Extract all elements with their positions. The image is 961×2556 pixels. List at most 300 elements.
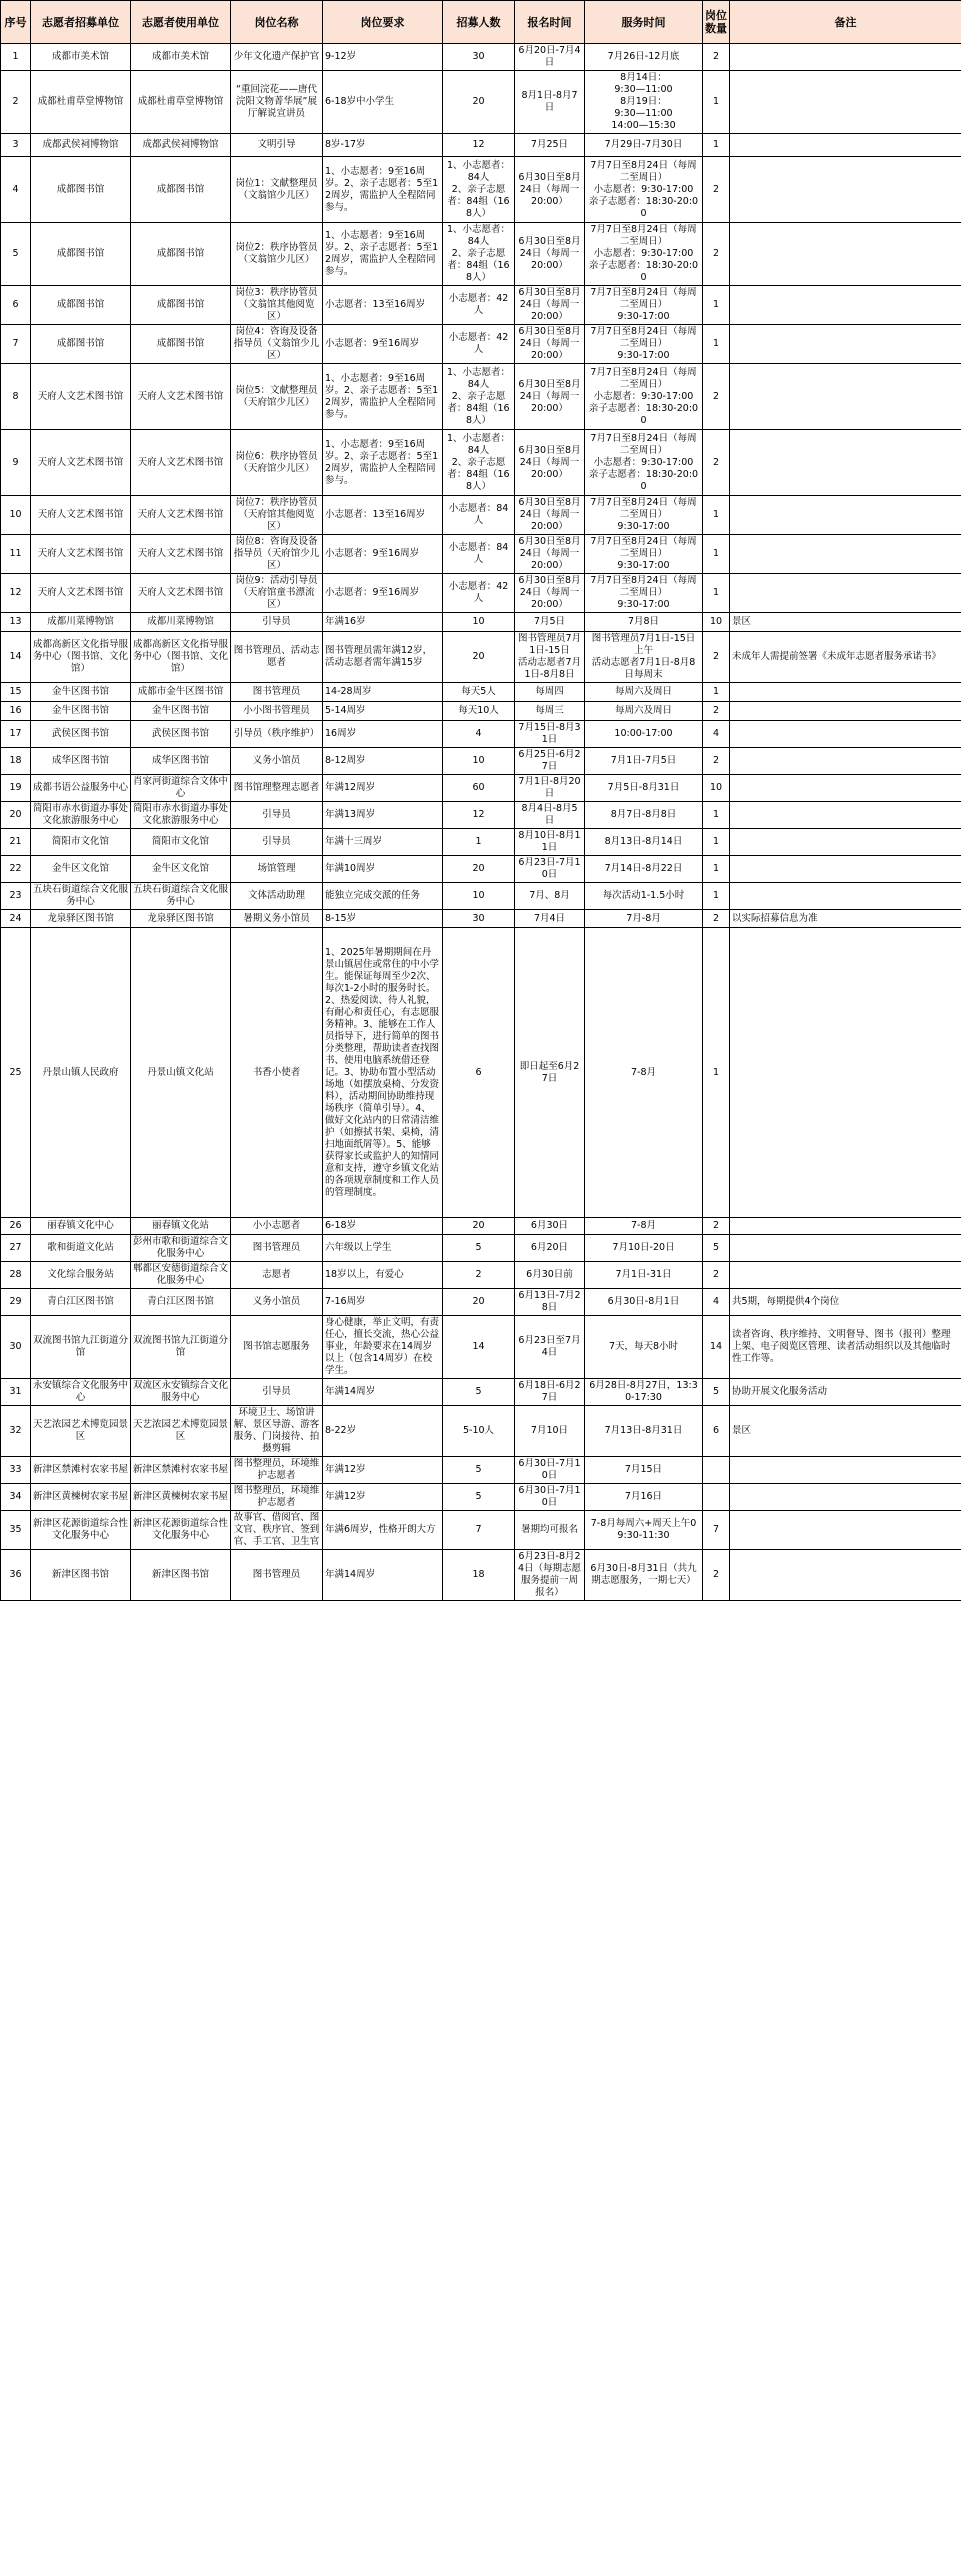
cell-use-unit: 成都图书馆 <box>131 325 231 364</box>
post-quantity-header: 岗位数量 <box>703 1 730 44</box>
cell-use-unit: 丹景山镇文化站 <box>131 928 231 1218</box>
cell-use-unit: 成都市美术馆 <box>131 44 231 71</box>
cell-count: 30 <box>443 910 515 928</box>
cell-requirement: 年满12岁 <box>323 1484 443 1511</box>
cell-count: 20 <box>443 1289 515 1316</box>
cell-count: 1、小志愿者：84人 2、亲子志愿者：84组（168人） <box>443 430 515 496</box>
cell-service-time: 7月7日至8月24日（每周二至周日） 9:30-17:00 <box>585 496 703 535</box>
cell-remark <box>730 1484 961 1511</box>
cell-recruit-unit: 成都杜甫草堂博物馆 <box>31 71 131 134</box>
cell-count: 5 <box>443 1484 515 1511</box>
cell-count: 5 <box>443 1457 515 1484</box>
cell-position: 引导员 <box>231 613 323 632</box>
remark-header: 备注 <box>730 1 961 44</box>
cell-remark: 共5期，每期提供4个岗位 <box>730 1289 961 1316</box>
requirement-header: 岗位要求 <box>323 1 443 44</box>
cell-service-time: 10:00-17:00 <box>585 721 703 748</box>
cell-post-quantity: 4 <box>703 1289 730 1316</box>
cell-recruit-unit: 简阳市赤水街道办事处文化旅游服务中心 <box>31 802 131 829</box>
cell-service-time: 7月13日-8月31日 <box>585 1406 703 1457</box>
cell-count: 每天5人 <box>443 683 515 702</box>
cell-count: 12 <box>443 802 515 829</box>
cell-position: 引导员 <box>231 1379 323 1406</box>
table-row <box>1 157 961 223</box>
cell-signup-time: 6月30日-7月10日 <box>515 1457 585 1484</box>
cell-requirement: 年满13周岁 <box>323 802 443 829</box>
cell-service-time: 7天，每天8小时 <box>585 1316 703 1379</box>
cell-position: 岗位1：文献整理员（文翁馆少儿区） <box>231 157 323 223</box>
cell-remark <box>730 928 961 1218</box>
cell-position: 场馆管理 <box>231 856 323 883</box>
cell-remark <box>730 1550 961 1601</box>
cell-position: 暑期义务小馆员 <box>231 910 323 928</box>
cell-seq: 34 <box>1 1484 31 1511</box>
cell-recruit-unit: 天府人文艺术图书馆 <box>31 496 131 535</box>
cell-use-unit: 成都图书馆 <box>131 223 231 286</box>
cell-count: 1、小志愿者：84人 2、亲子志愿者：84组（168人） <box>443 223 515 286</box>
cell-service-time: 7月-8月 <box>585 910 703 928</box>
cell-recruit-unit: 成都高新区文化指导服务中心（图书馆、文化馆） <box>31 632 131 683</box>
cell-requirement: 年满12周岁 <box>323 775 443 802</box>
cell-signup-time: 7月10日 <box>515 1406 585 1457</box>
cell-use-unit: 成都图书馆 <box>131 157 231 223</box>
cell-recruit-unit: 成都市美术馆 <box>31 44 131 71</box>
cell-post-quantity: 1 <box>703 496 730 535</box>
cell-service-time: 7-8月 <box>585 928 703 1218</box>
cell-use-unit: 成都武侯祠博物馆 <box>131 134 231 157</box>
cell-seq: 33 <box>1 1457 31 1484</box>
cell-seq: 16 <box>1 702 31 721</box>
cell-post-quantity: 1 <box>703 134 730 157</box>
table-row <box>1 775 961 802</box>
cell-post-quantity: 2 <box>703 748 730 775</box>
cell-use-unit: 天府人文艺术图书馆 <box>131 364 231 430</box>
table-row <box>1 683 961 702</box>
cell-count: 每天10人 <box>443 702 515 721</box>
cell-recruit-unit: 成都图书馆 <box>31 286 131 325</box>
cell-seq: 3 <box>1 134 31 157</box>
cell-seq: 13 <box>1 613 31 632</box>
cell-requirement: 年满十三周岁 <box>323 829 443 856</box>
cell-requirement: 图书管理员需年满12岁，活动志愿者需年满15岁 <box>323 632 443 683</box>
cell-post-quantity: 10 <box>703 775 730 802</box>
cell-service-time: 7月14日-8月22日 <box>585 856 703 883</box>
cell-position: 图书馆理整理志愿者 <box>231 775 323 802</box>
table-row <box>1 702 961 721</box>
cell-remark <box>730 286 961 325</box>
cell-count: 5 <box>443 1235 515 1262</box>
cell-service-time: 图书管理员7月1日-15日上午 活动志愿者7月1日-8月8日每周末 <box>585 632 703 683</box>
cell-service-time: 7月5日-8月31日 <box>585 775 703 802</box>
cell-signup-time: 6月25日-6月27日 <box>515 748 585 775</box>
cell-remark <box>730 574 961 613</box>
cell-count: 2 <box>443 1262 515 1289</box>
cell-post-quantity: 4 <box>703 721 730 748</box>
cell-seq: 18 <box>1 748 31 775</box>
table-row <box>1 721 961 748</box>
cell-requirement: 18岁以上，有爱心 <box>323 1262 443 1289</box>
cell-use-unit: 丽春镇文化站 <box>131 1218 231 1235</box>
cell-recruit-unit: 简阳市文化馆 <box>31 829 131 856</box>
cell-requirement: 身心健康，举止文明，有责任心，擅长交流，热心公益事业，年龄要求在14周岁以上（包含14周岁）在校学生。 <box>323 1316 443 1379</box>
cell-use-unit: 新津区黄楝树农家书屋 <box>131 1484 231 1511</box>
table-row <box>1 883 961 910</box>
cell-position: 岗位7：秩序协管员（天府馆其他阅览区） <box>231 496 323 535</box>
table-row <box>1 223 961 286</box>
table-row <box>1 1289 961 1316</box>
cell-seq: 2 <box>1 71 31 134</box>
cell-remark <box>730 702 961 721</box>
cell-position: 岗位6：秩序协管员（天府馆少儿区） <box>231 430 323 496</box>
cell-service-time: 6月30日-8月1日 <box>585 1289 703 1316</box>
cell-post-quantity: 10 <box>703 613 730 632</box>
cell-position: 引导员 <box>231 829 323 856</box>
cell-position: 文明引导 <box>231 134 323 157</box>
cell-post-quantity: 1 <box>703 802 730 829</box>
service-time-header: 服务时间 <box>585 1 703 44</box>
cell-use-unit: 龙泉驿区图书馆 <box>131 910 231 928</box>
table-row <box>1 71 961 134</box>
cell-signup-time: 6月30日至8月24日（每周一20:00） <box>515 535 585 574</box>
cell-post-quantity: 2 <box>703 632 730 683</box>
cell-post-quantity: 2 <box>703 430 730 496</box>
cell-post-quantity: 1 <box>703 286 730 325</box>
cell-use-unit: 新津区花源街道综合性文化服务中心 <box>131 1511 231 1550</box>
cell-position: 岗位4：咨询及设备指导员（文翁馆少儿区） <box>231 325 323 364</box>
seq-header: 序号 <box>1 1 31 44</box>
cell-remark <box>730 364 961 430</box>
cell-remark <box>730 535 961 574</box>
cell-position: 小小志愿者 <box>231 1218 323 1235</box>
cell-position: 故事官、借阅官、图文官、秩序官、签到官、手工官、卫生官 <box>231 1511 323 1550</box>
cell-seq: 35 <box>1 1511 31 1550</box>
cell-remark: 景区 <box>730 1406 961 1457</box>
cell-requirement: 6-18岁中小学生 <box>323 71 443 134</box>
cell-seq: 21 <box>1 829 31 856</box>
cell-position: 引导员（秩序维护） <box>231 721 323 748</box>
cell-post-quantity: 2 <box>703 157 730 223</box>
cell-position: 小小图书管理员 <box>231 702 323 721</box>
cell-remark <box>730 721 961 748</box>
cell-remark <box>730 134 961 157</box>
cell-remark <box>730 856 961 883</box>
cell-signup-time: 每周四 <box>515 683 585 702</box>
cell-requirement: 1、小志愿者：9至16周岁。2、亲子志愿者：5至12周岁，需监护人全程陪同参与。 <box>323 157 443 223</box>
cell-seq: 11 <box>1 535 31 574</box>
cell-requirement: 8-12周岁 <box>323 748 443 775</box>
cell-service-time: 每周六及周日 <box>585 683 703 702</box>
cell-recruit-unit: 成都书语公益服务中心 <box>31 775 131 802</box>
table-row <box>1 1406 961 1457</box>
cell-remark <box>730 157 961 223</box>
cell-recruit-unit: 武侯区图书馆 <box>31 721 131 748</box>
cell-requirement: 9-12岁 <box>323 44 443 71</box>
cell-remark: 未成年人需提前签署《未成年志愿者服务承诺书》 <box>730 632 961 683</box>
cell-position: 岗位3：秩序协管员（文翁馆其他阅览区） <box>231 286 323 325</box>
cell-signup-time: 6月30日至8月24日（每周一20:00） <box>515 496 585 535</box>
cell-seq: 12 <box>1 574 31 613</box>
cell-position: 义务小馆员 <box>231 748 323 775</box>
cell-position: 岗位5：文献整理员（天府馆少儿区） <box>231 364 323 430</box>
table-row <box>1 856 961 883</box>
cell-service-time: 8月14日： 9:30—11:00 8月19日： 9:30—11:00 14:00—15:30 <box>585 71 703 134</box>
cell-service-time: 8月13日-8月14日 <box>585 829 703 856</box>
cell-post-quantity: 2 <box>703 1262 730 1289</box>
cell-remark <box>730 775 961 802</box>
cell-seq: 23 <box>1 883 31 910</box>
cell-recruit-unit: 新津区图书馆 <box>31 1550 131 1601</box>
cell-recruit-unit: 成都川菜博物馆 <box>31 613 131 632</box>
table-row <box>1 44 961 71</box>
cell-count: 5 <box>443 1379 515 1406</box>
cell-recruit-unit: 龙泉驿区图书馆 <box>31 910 131 928</box>
cell-position: 环境卫士、场馆讲解、景区导游、游客服务、门岗接待、拍摄剪辑 <box>231 1406 323 1457</box>
cell-use-unit: 郫都区安德街道综合文化服务中心 <box>131 1262 231 1289</box>
cell-recruit-unit: 成都武侯祠博物馆 <box>31 134 131 157</box>
cell-service-time: 7-8月 <box>585 1218 703 1235</box>
cell-post-quantity: 1 <box>703 883 730 910</box>
cell-requirement: 年满14周岁 <box>323 1379 443 1406</box>
cell-seq: 28 <box>1 1262 31 1289</box>
cell-service-time: 6月28日-8月27日，13:30-17:30 <box>585 1379 703 1406</box>
cell-service-time: 7月7日至8月24日（每周二至周日） 小志愿者：9:30-17:00 亲子志愿者：18:30-20:00 <box>585 364 703 430</box>
cell-requirement: 8-22岁 <box>323 1406 443 1457</box>
cell-service-time: 7月26日-12月底 <box>585 44 703 71</box>
cell-count: 小志愿者：42人 <box>443 325 515 364</box>
cell-requirement: 1、小志愿者：9至16周岁。2、亲子志愿者：5至12周岁，需监护人全程陪同参与。 <box>323 364 443 430</box>
cell-signup-time: 6月23日-8月24日（每期志愿服务提前一周报名） <box>515 1550 585 1601</box>
cell-seq: 24 <box>1 910 31 928</box>
cell-post-quantity: 1 <box>703 683 730 702</box>
cell-post-quantity: 6 <box>703 1406 730 1457</box>
cell-requirement: 小志愿者：9至16周岁 <box>323 574 443 613</box>
cell-service-time: 每周六及周日 <box>585 702 703 721</box>
cell-recruit-unit: 新津区禁滩村农家书屋 <box>31 1457 131 1484</box>
cell-remark: 协助开展文化服务活动 <box>730 1379 961 1406</box>
cell-position: 少年文化遗产保护官 <box>231 44 323 71</box>
cell-signup-time: 图书管理员7月1日-15日 活动志愿者7月1日-8月8日 <box>515 632 585 683</box>
cell-service-time: 7月15日 <box>585 1457 703 1484</box>
cell-recruit-unit: 成华区图书馆 <box>31 748 131 775</box>
table-row <box>1 1484 961 1511</box>
cell-count: 20 <box>443 1218 515 1235</box>
cell-use-unit: 成都图书馆 <box>131 286 231 325</box>
cell-use-unit: 彭州市歌和街道综合文化服务中心 <box>131 1235 231 1262</box>
cell-seq: 30 <box>1 1316 31 1379</box>
cell-remark: 景区 <box>730 613 961 632</box>
cell-recruit-unit: 丽春镇文化中心 <box>31 1218 131 1235</box>
cell-recruit-unit: 成都图书馆 <box>31 157 131 223</box>
count-header: 招募人数 <box>443 1 515 44</box>
cell-remark <box>730 1457 961 1484</box>
table-row <box>1 1262 961 1289</box>
cell-count: 小志愿者：84人 <box>443 496 515 535</box>
cell-signup-time: 7月1日-8月20日 <box>515 775 585 802</box>
table-row <box>1 748 961 775</box>
cell-recruit-unit: 天府人文艺术图书馆 <box>31 364 131 430</box>
position-header: 岗位名称 <box>231 1 323 44</box>
cell-requirement: 年满12岁 <box>323 1457 443 1484</box>
cell-recruit-unit: 双流图书馆九江街道分馆 <box>31 1316 131 1379</box>
cell-signup-time: 6月23日-7月10日 <box>515 856 585 883</box>
cell-seq: 17 <box>1 721 31 748</box>
cell-seq: 19 <box>1 775 31 802</box>
cell-requirement: 六年级以上学生 <box>323 1235 443 1262</box>
cell-count: 5-10人 <box>443 1406 515 1457</box>
cell-count: 小志愿者：42人 <box>443 574 515 613</box>
cell-signup-time: 每周三 <box>515 702 585 721</box>
cell-service-time: 7月7日至8月24日（每周二至周日） 小志愿者：9:30-17:00 亲子志愿者：18:30-20:00 <box>585 430 703 496</box>
cell-remark <box>730 1511 961 1550</box>
cell-count: 60 <box>443 775 515 802</box>
cell-requirement: 小志愿者：9至16周岁 <box>323 325 443 364</box>
cell-use-unit: 天府人文艺术图书馆 <box>131 574 231 613</box>
cell-seq: 26 <box>1 1218 31 1235</box>
cell-count: 1 <box>443 829 515 856</box>
table-row <box>1 364 961 430</box>
cell-position: 图书馆志愿服务 <box>231 1316 323 1379</box>
cell-seq: 6 <box>1 286 31 325</box>
cell-use-unit: 成都市金牛区图书馆 <box>131 683 231 702</box>
cell-signup-time: 6月30日前 <box>515 1262 585 1289</box>
cell-service-time: 7月7日至8月24日（每周二至周日） 9:30-17:00 <box>585 325 703 364</box>
table-row <box>1 910 961 928</box>
header-row <box>1 1 961 44</box>
cell-count: 12 <box>443 134 515 157</box>
table-row <box>1 1379 961 1406</box>
cell-remark <box>730 496 961 535</box>
cell-use-unit: 成都川菜博物馆 <box>131 613 231 632</box>
cell-position: 图书管理员 <box>231 1235 323 1262</box>
cell-seq: 29 <box>1 1289 31 1316</box>
cell-requirement: 7-16周岁 <box>323 1289 443 1316</box>
cell-seq: 31 <box>1 1379 31 1406</box>
cell-service-time: 7月7日至8月24日（每周二至周日） 小志愿者：9:30-17:00 亲子志愿者：18:30-20:00 <box>585 223 703 286</box>
cell-post-quantity: 2 <box>703 364 730 430</box>
cell-requirement: 年满14周岁 <box>323 1550 443 1601</box>
cell-use-unit: 天艺浓园艺术博览园景区 <box>131 1406 231 1457</box>
cell-use-unit: 天府人文艺术图书馆 <box>131 496 231 535</box>
cell-recruit-unit: 金牛区文化馆 <box>31 856 131 883</box>
cell-requirement: 年满6周岁，性格开朗大方 <box>323 1511 443 1550</box>
cell-seq: 1 <box>1 44 31 71</box>
cell-remark <box>730 683 961 702</box>
cell-seq: 8 <box>1 364 31 430</box>
cell-service-time: 7月1日-31日 <box>585 1262 703 1289</box>
cell-use-unit: 成都杜甫草堂博物馆 <box>131 71 231 134</box>
cell-recruit-unit: 永安镇综合文化服务中心 <box>31 1379 131 1406</box>
table-row <box>1 1457 961 1484</box>
cell-count: 20 <box>443 71 515 134</box>
cell-use-unit: 简阳市文化馆 <box>131 829 231 856</box>
cell-post-quantity: 1 <box>703 325 730 364</box>
cell-signup-time: 6月23日至7月4日 <box>515 1316 585 1379</box>
cell-signup-time: 6月30日 <box>515 1218 585 1235</box>
cell-post-quantity: 2 <box>703 702 730 721</box>
cell-signup-time: 6月20日 <box>515 1235 585 1262</box>
cell-recruit-unit: 青白江区图书馆 <box>31 1289 131 1316</box>
cell-remark <box>730 325 961 364</box>
cell-signup-time: 6月30日-7月10日 <box>515 1484 585 1511</box>
cell-count: 6 <box>443 928 515 1218</box>
cell-post-quantity: 5 <box>703 1379 730 1406</box>
table-row <box>1 829 961 856</box>
cell-use-unit: 简阳市赤水街道办事处文化旅游服务中心 <box>131 802 231 829</box>
cell-position: 岗位9：活动引导员（天府馆童书漂流区） <box>231 574 323 613</box>
cell-position: 义务小馆员 <box>231 1289 323 1316</box>
cell-signup-time: 8月4日-8月5日 <box>515 802 585 829</box>
cell-count: 18 <box>443 1550 515 1601</box>
cell-requirement: 能独立完成交派的任务 <box>323 883 443 910</box>
cell-signup-time: 6月13日-7月28日 <box>515 1289 585 1316</box>
cell-requirement: 年满10周岁 <box>323 856 443 883</box>
cell-service-time: 7月7日至8月24日（每周二至周日） 9:30-17:00 <box>585 286 703 325</box>
cell-position: 书香小使者 <box>231 928 323 1218</box>
cell-signup-time: 7月25日 <box>515 134 585 157</box>
table-row <box>1 802 961 829</box>
cell-remark <box>730 1218 961 1235</box>
cell-post-quantity: 7 <box>703 1511 730 1550</box>
table-row <box>1 535 961 574</box>
cell-requirement: 5-14周岁 <box>323 702 443 721</box>
cell-requirement: 小志愿者：9至16周岁 <box>323 535 443 574</box>
cell-remark <box>730 802 961 829</box>
cell-service-time: 7月7日至8月24日（每周二至周日） 小志愿者：9:30-17:00 亲子志愿者：18:30-20:00 <box>585 157 703 223</box>
cell-signup-time: 6月20日-7月4日 <box>515 44 585 71</box>
cell-count: 14 <box>443 1316 515 1379</box>
cell-post-quantity: 2 <box>703 223 730 286</box>
use-unit-header: 志愿者使用单位 <box>131 1 231 44</box>
cell-position: 文体活动助理 <box>231 883 323 910</box>
cell-position: “重回浣花——唐代浣阳文物菁华展”展厅解说宣讲员 <box>231 71 323 134</box>
cell-use-unit: 金牛区文化馆 <box>131 856 231 883</box>
cell-count: 10 <box>443 613 515 632</box>
cell-use-unit: 新津区图书馆 <box>131 1550 231 1601</box>
table-row <box>1 1511 961 1550</box>
cell-requirement: 14-28周岁 <box>323 683 443 702</box>
cell-signup-time: 6月30日至8月24日（每周一20:00） <box>515 325 585 364</box>
cell-use-unit: 双流区永安镇综合文化服务中心 <box>131 1379 231 1406</box>
cell-post-quantity: 2 <box>703 1218 730 1235</box>
cell-use-unit: 成华区图书馆 <box>131 748 231 775</box>
cell-count: 4 <box>443 721 515 748</box>
cell-recruit-unit: 五块石街道综合文化服务中心 <box>31 883 131 910</box>
cell-signup-time: 暑期均可报名 <box>515 1511 585 1550</box>
cell-remark <box>730 44 961 71</box>
recruit-unit-header: 志愿者招募单位 <box>31 1 131 44</box>
table-row <box>1 134 961 157</box>
cell-use-unit: 五块石街道综合文化服务中心 <box>131 883 231 910</box>
cell-requirement: 6-18岁 <box>323 1218 443 1235</box>
table-row <box>1 632 961 683</box>
cell-service-time: 8月7日-8月8日 <box>585 802 703 829</box>
cell-requirement: 1、小志愿者：9至16周岁。2、亲子志愿者：5至12周岁，需监护人全程陪同参与。 <box>323 223 443 286</box>
cell-signup-time: 6月30日至8月24日（每周一20:00） <box>515 157 585 223</box>
cell-service-time: 7月1日-7月5日 <box>585 748 703 775</box>
cell-post-quantity: 1 <box>703 856 730 883</box>
cell-requirement: 1、2025年暑期期间在丹景山镇居住或常住的中小学生。能保证每周至少2次、每次1-2小时的服务时长。2、热爱阅读、待人礼貌，有耐心和责任心，有志愿服务精神。3、能够在工作人员指导下，进行简单的图书分类整理，帮助读者查找图书、使用电脑系统借还登记。3、协助布置小型活动场地（如摆放桌椅、分发资料），活动期间协助维持现场秩序（简单引导）。4、做好文化站内的日常清洁维护（如擦拭书架、桌椅，清扫地面纸屑等）。5、能够获得家长或监护人的知情同意和支持，遵守乡镇文化站的各项规章制度和工作人员的管理制度。 <box>323 928 443 1218</box>
cell-remark <box>730 829 961 856</box>
cell-post-quantity: 5 <box>703 1235 730 1262</box>
cell-seq: 22 <box>1 856 31 883</box>
cell-seq: 14 <box>1 632 31 683</box>
cell-remark <box>730 883 961 910</box>
cell-seq: 20 <box>1 802 31 829</box>
cell-recruit-unit: 天府人文艺术图书馆 <box>31 574 131 613</box>
cell-recruit-unit: 天府人文艺术图书馆 <box>31 535 131 574</box>
cell-recruit-unit: 新津区花源街道综合性文化服务中心 <box>31 1511 131 1550</box>
cell-recruit-unit: 歌和街道文化站 <box>31 1235 131 1262</box>
